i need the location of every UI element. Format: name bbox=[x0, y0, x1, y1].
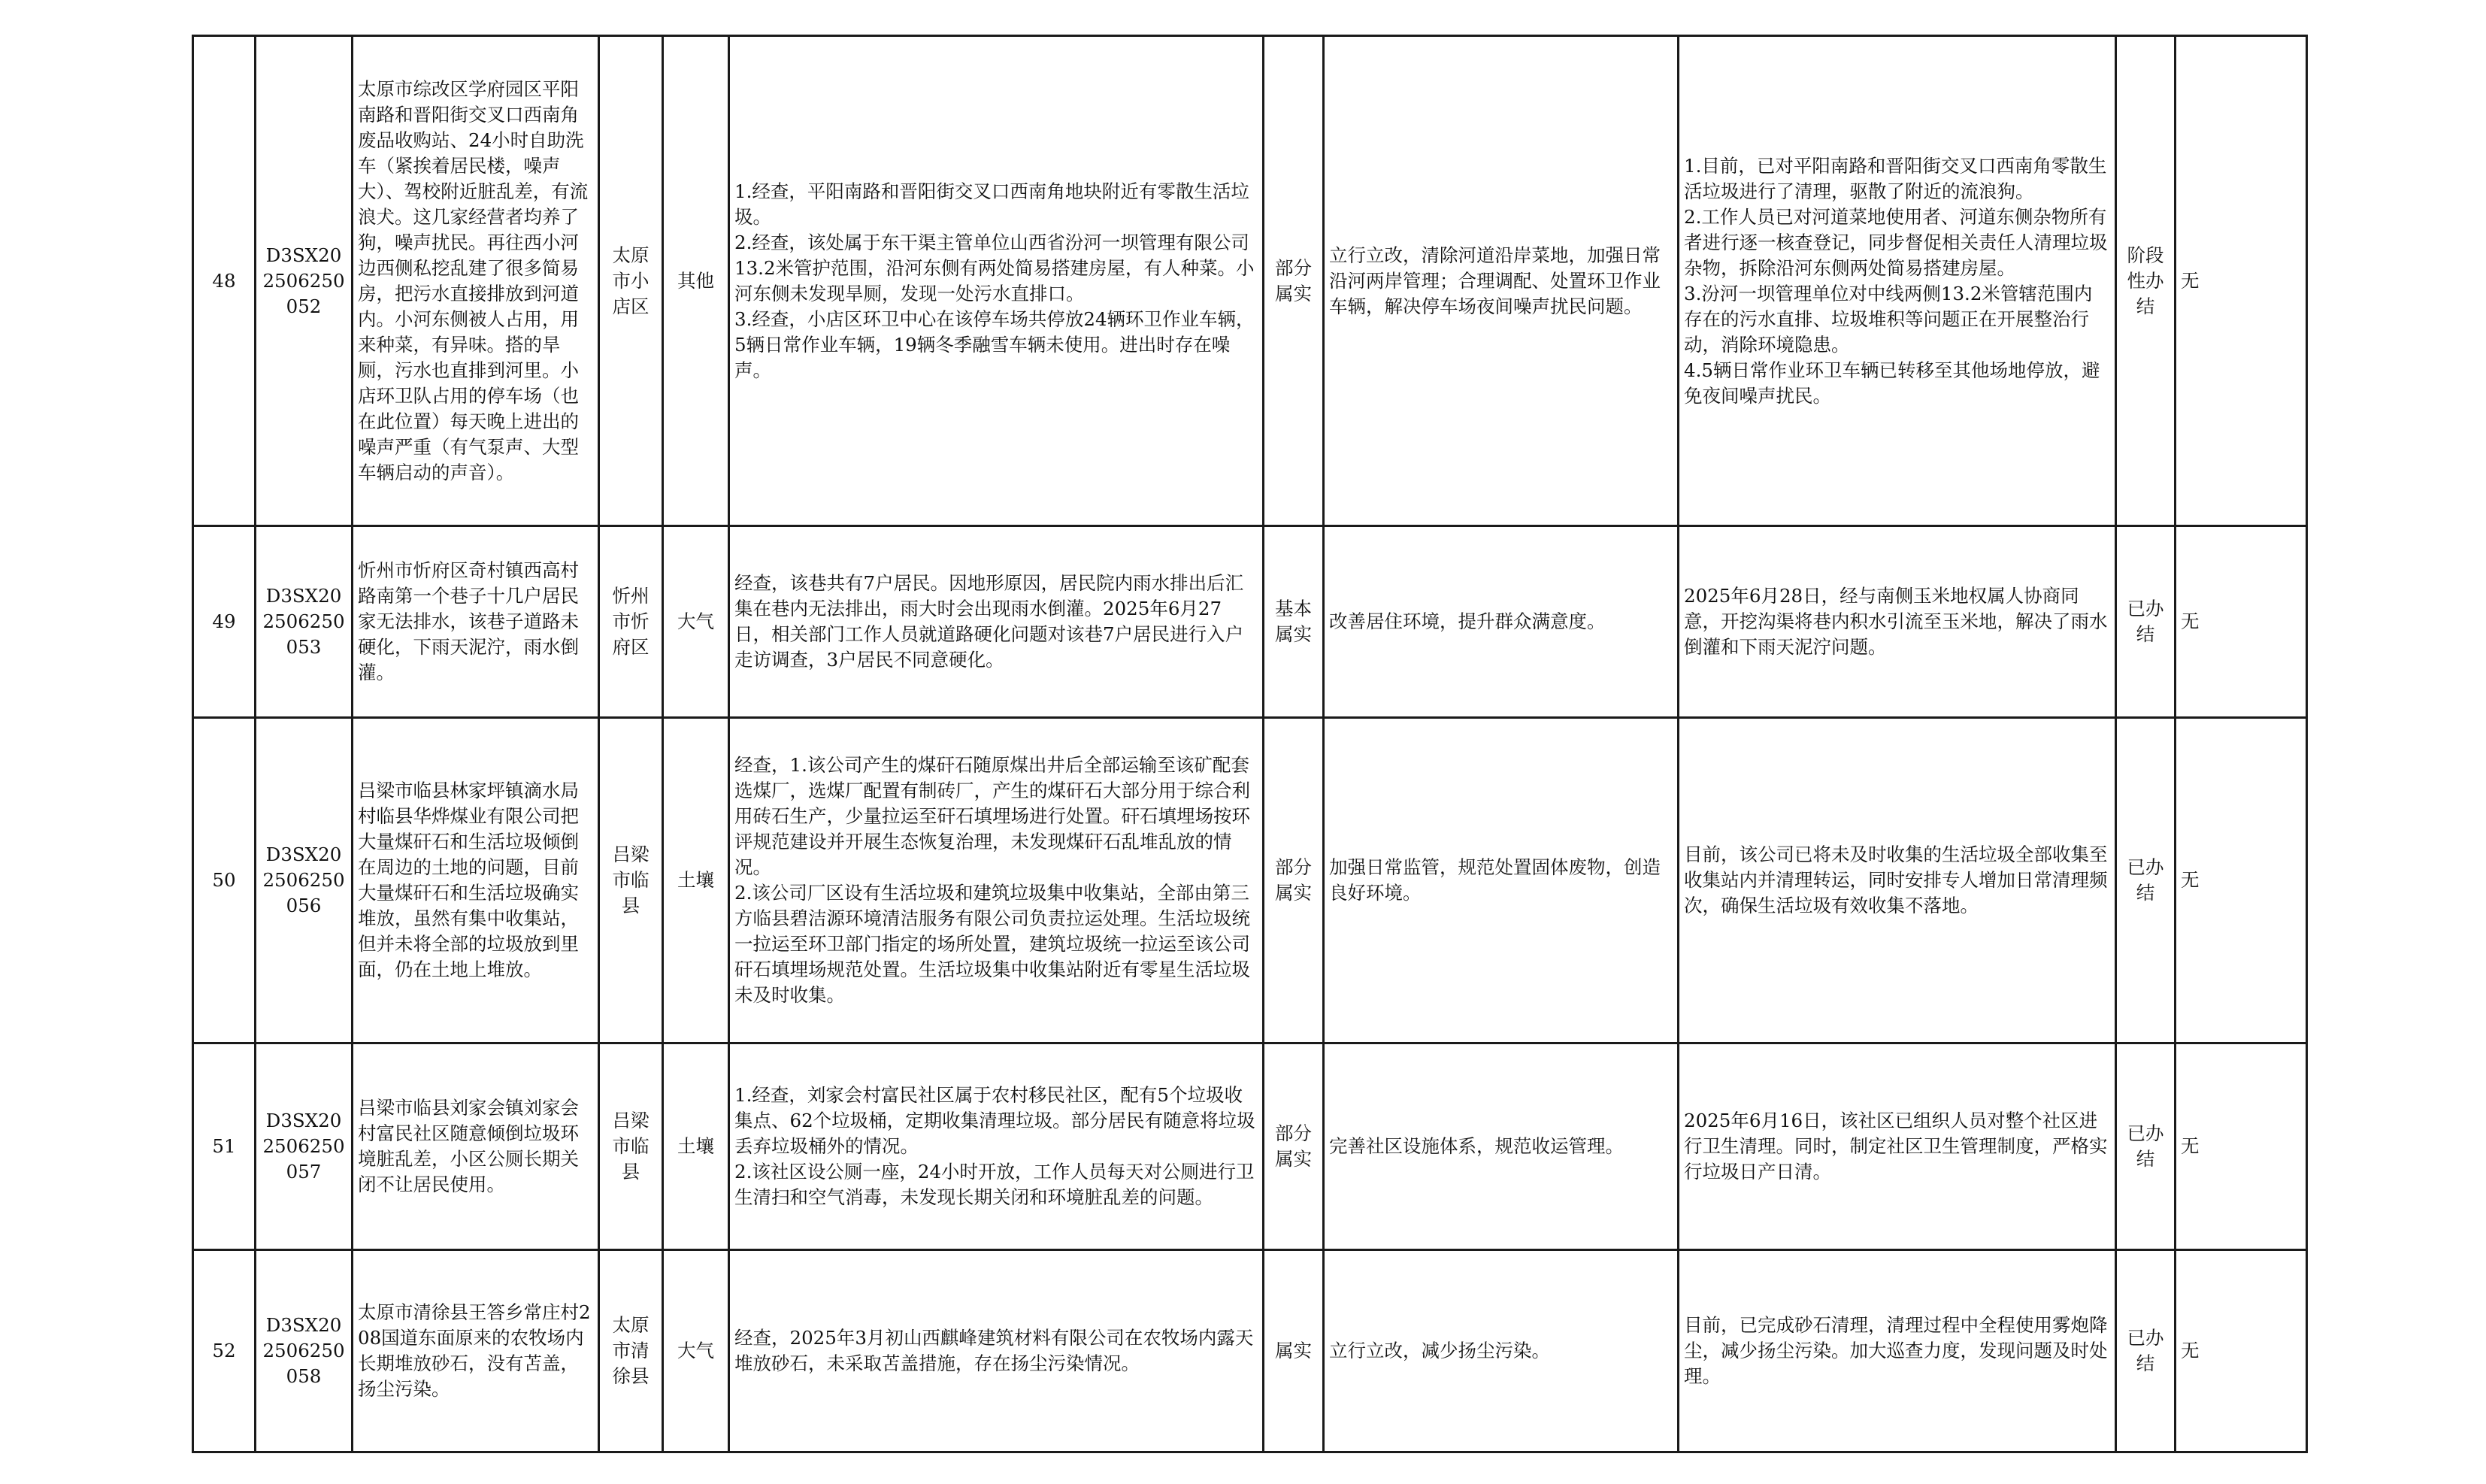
investigation-paragraph: 2.经查，该处属于东干渠主管单位山西省汾河一坝管理有限公司13.2米管护范围，沿河东侧有两处简易搭建房屋，有人种菜。小河东侧未发现旱厕，发现一处污水直排口。 bbox=[734, 231, 1255, 304]
row-number: 52 bbox=[193, 1250, 256, 1452]
completion-status: 已办结 bbox=[2116, 1043, 2176, 1250]
row-number: 49 bbox=[193, 526, 256, 718]
result-paragraph: 目前，该公司已将未及时收集的生活垃圾全部收集至收集站内并清理转运，同时安排专人增加日常清理频次，确保生活垃圾有效收集不落地。 bbox=[1684, 843, 2108, 916]
rectification-measures: 完善社区设施体系，规范收运管理。 bbox=[1324, 1043, 1679, 1250]
rectification-measures: 立行立改，清除河道沿岸菜地，加强日常沿河两岸管理；合理调配、处置环卫作业车辆，解决停车场夜间噪声扰民问题。 bbox=[1324, 36, 1679, 526]
rectification-measures: 立行立改，减少扬尘污染。 bbox=[1324, 1250, 1679, 1452]
administrative-area: 忻州市忻府区 bbox=[599, 526, 663, 718]
rectification-measures: 改善居住环境，提升群众满意度。 bbox=[1324, 526, 1679, 718]
completion-status: 已办结 bbox=[2116, 718, 2176, 1043]
investigation-paragraph: 1.经查，刘家会村富民社区属于农村移民社区，配有5个垃圾收集点、62个垃圾桶，定期收集清理垃圾。部分居民有随意将垃圾丢弃垃圾桶外的情况。 bbox=[734, 1084, 1255, 1157]
result-paragraph: 2025年6月28日，经与南侧玉米地权属人协商同意，开挖沟渠将巷内积水引流至玉米地，解决了雨水倒灌和下雨天泥泞问题。 bbox=[1684, 585, 2108, 658]
handling-result bbox=[1679, 1043, 2116, 1250]
complaint-content: 太原市综改区学府园区平阳南路和晋阳街交叉口西南角废品收购站、24小时自助洗车（紧挨着居民楼，噪声大）、驾校附近脏乱差，有流浪犬。这几家经营者均养了狗，噪声扰民。再往西小河边西侧私挖乱建了很多简易房，把污水直接排放到河道内。小河东侧被人占用，用来种菜，有异味。搭的旱厕，污水也直排到河里。小店环卫队占用的停车场（也在此位置）每天晚上进出的噪声严重（有气泵声、大型车辆启动的声音）。 bbox=[353, 36, 599, 526]
accountability: 无 bbox=[2176, 1250, 2307, 1452]
complaint-content: 太原市清徐县王答乡常庄村208国道东面原来的农牧场内长期堆放砂石，没有苫盖，扬尘污染。 bbox=[353, 1250, 599, 1452]
pollution-type: 土壤 bbox=[663, 718, 729, 1043]
completion-status: 已办结 bbox=[2116, 526, 2176, 718]
result-paragraph: 2025年6月16日，该社区已组织人员对整个社区进行卫生清理。同时，制定社区卫生管理制度，严格实行垃圾日产日清。 bbox=[1684, 1110, 2108, 1183]
complaint-content: 吕梁市临县刘家会镇刘家会村富民社区随意倾倒垃圾环境脏乱差，小区公厕长期关闭不让居民使用。 bbox=[353, 1043, 599, 1250]
pollution-type: 大气 bbox=[663, 1250, 729, 1452]
pollution-type: 其他 bbox=[663, 36, 729, 526]
handling-result bbox=[1679, 36, 2116, 526]
investigation-paragraph: 1.经查，平阳南路和晋阳街交叉口西南角地块附近有零散生活垃圾。 bbox=[734, 180, 1249, 228]
row-number: 51 bbox=[193, 1043, 256, 1250]
row-number: 50 bbox=[193, 718, 256, 1043]
handling-result bbox=[1679, 526, 2116, 718]
verdict: 部分属实 bbox=[1264, 1043, 1324, 1250]
accountability: 无 bbox=[2176, 718, 2307, 1043]
rectification-measures: 加强日常监管，规范处置固体废物，创造良好环境。 bbox=[1324, 718, 1679, 1043]
table-row bbox=[193, 1250, 2307, 1452]
accountability: 无 bbox=[2176, 1043, 2307, 1250]
verdict: 部分属实 bbox=[1264, 718, 1324, 1043]
case-code: D3SX202506250056 bbox=[256, 718, 353, 1043]
investigation-findings bbox=[729, 36, 1264, 526]
administrative-area: 太原市清徐县 bbox=[599, 1250, 663, 1452]
case-code: D3SX202506250053 bbox=[256, 526, 353, 718]
investigation-findings bbox=[729, 1250, 1264, 1452]
case-code: D3SX202506250058 bbox=[256, 1250, 353, 1452]
table-row bbox=[193, 36, 2307, 526]
verdict: 基本属实 bbox=[1264, 526, 1324, 718]
complaint-content: 吕梁市临县林家坪镇滴水局村临县华烨煤业有限公司把大量煤矸石和生活垃圾倾倒在周边的土地的问题，目前大量煤矸石和生活垃圾确实堆放，虽然有集中收集站，但并未将全部的垃圾放到里面，仍在土地上堆放。 bbox=[353, 718, 599, 1043]
verdict: 部分属实 bbox=[1264, 36, 1324, 526]
result-paragraph: 2.工作人员已对河道菜地使用者、河道东侧杂物所有者进行逐一核查登记，同步督促相关责任人清理垃圾杂物，拆除沿河东侧两处简易搭建房屋。 bbox=[1684, 205, 2108, 279]
administrative-area: 太原市小店区 bbox=[599, 36, 663, 526]
investigation-paragraph: 2.该公司厂区设有生活垃圾和建筑垃圾集中收集站，全部由第三方临县碧洁源环境清洁服务有限公司负责拉运处理。生活垃圾统一拉运至环卫部门指定的场所处置，建筑垃圾统一拉运至该公司矸石填埋场规范处置。生活垃圾集中收集站附近有零星生活垃圾未及时收集。 bbox=[734, 882, 1250, 1006]
investigation-paragraph: 经查，1.该公司产生的煤矸石随原煤出井后全部运输至该矿配套选煤厂，选煤厂配置有制砖厂，产生的煤矸石大部分用于综合利用砖石生产，少量拉运至矸石填埋场进行处置。矸石填埋场按环评规范建设并开展生态恢复治理，未发现煤矸石乱堆乱放的情况。 bbox=[734, 754, 1250, 878]
administrative-area: 吕梁市临县 bbox=[599, 718, 663, 1043]
verdict: 属实 bbox=[1264, 1250, 1324, 1452]
investigation-findings bbox=[729, 718, 1264, 1043]
result-paragraph: 1.目前，已对平阳南路和晋阳街交叉口西南角零散生活垃圾进行了清理，驱散了附近的流浪狗。 bbox=[1684, 154, 2107, 202]
table-row bbox=[193, 526, 2307, 718]
case-code: D3SX202506250057 bbox=[256, 1043, 353, 1250]
result-paragraph: 3.汾河一坝管理单位对中线两侧13.2米管辖范围内存在的污水直排、垃圾堆积等问题正在开展整治行动，消除环境隐患。 bbox=[1684, 282, 2093, 356]
table-row bbox=[193, 718, 2307, 1043]
row-number: 48 bbox=[193, 36, 256, 526]
completion-status: 阶段性办结 bbox=[2116, 36, 2176, 526]
investigation-paragraph: 经查，2025年3月初山西麒峰建筑材料有限公司在农牧场内露天堆放砂石，未采取苫盖措施，存在扬尘污染情况。 bbox=[734, 1327, 1254, 1374]
accountability: 无 bbox=[2176, 526, 2307, 718]
case-code: D3SX202506250052 bbox=[256, 36, 353, 526]
administrative-area: 吕梁市临县 bbox=[599, 1043, 663, 1250]
result-paragraph: 4.5辆日常作业环卫车辆已转移至其他场地停放，避免夜间噪声扰民。 bbox=[1684, 359, 2100, 407]
investigation-paragraph: 3.经查，小店区环卫中心在该停车场共停放24辆环卫作业车辆，5辆日常作业车辆，19辆冬季融雪车辆未使用。进出时存在噪声。 bbox=[734, 307, 1255, 381]
pollution-type: 土壤 bbox=[663, 1043, 729, 1250]
handling-result bbox=[1679, 1250, 2116, 1452]
table-row bbox=[193, 1043, 2307, 1250]
complaint-table bbox=[192, 35, 2308, 1453]
handling-result bbox=[1679, 718, 2116, 1043]
investigation-paragraph: 经查，该巷共有7户居民。因地形原因，居民院内雨水排出后汇集在巷内无法排出，雨大时会出现雨水倒灌。2025年6月27日，相关部门工作人员就道路硬化问题对该巷7户居民进行入户走访调查，3户居民不同意硬化。 bbox=[734, 572, 1244, 671]
complaint-content: 忻州市忻府区奇村镇西高村路南第一个巷子十几户居民家无法排水，该巷子道路未硬化，下雨天泥泞，雨水倒灌。 bbox=[353, 526, 599, 718]
completion-status: 已办结 bbox=[2116, 1250, 2176, 1452]
result-paragraph: 目前，已完成砂石清理，清理过程中全程使用雾炮降尘，减少扬尘污染。加大巡查力度，发现问题及时处理。 bbox=[1684, 1314, 2108, 1387]
investigation-paragraph: 2.该社区设公厕一座，24小时开放，工作人员每天对公厕进行卫生清扫和空气消毒，未发现长期关闭和环境脏乱差的问题。 bbox=[734, 1161, 1255, 1208]
pollution-type: 大气 bbox=[663, 526, 729, 718]
accountability: 无 bbox=[2176, 36, 2307, 526]
investigation-findings bbox=[729, 526, 1264, 718]
investigation-findings bbox=[729, 1043, 1264, 1250]
